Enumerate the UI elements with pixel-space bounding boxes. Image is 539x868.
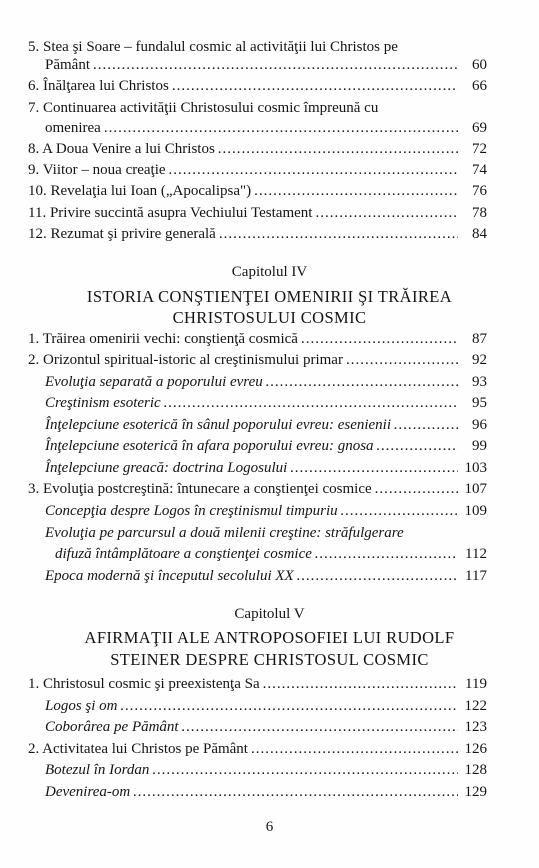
toc-subentry bbox=[45, 718, 487, 736]
toc-page-number: 87 bbox=[472, 331, 487, 347]
toc-page-number: 84 bbox=[472, 226, 487, 242]
toc-entry-text: Devenirea-om bbox=[45, 784, 131, 800]
toc-subentry bbox=[45, 437, 487, 455]
dot-leader bbox=[263, 675, 458, 693]
toc-page-number: 112 bbox=[465, 546, 487, 562]
dot-leader bbox=[254, 182, 458, 200]
toc-entry-text: 5. Stea şi Soare – fundalul cosmic al activităţii lui Christos pe bbox=[28, 39, 398, 55]
dot-leader bbox=[219, 225, 458, 243]
dot-leader bbox=[377, 437, 458, 455]
toc-page-number: 66 bbox=[472, 78, 487, 94]
toc-page-number: 74 bbox=[472, 162, 487, 178]
toc-subentry-line2 bbox=[55, 545, 487, 563]
toc-entry-5-line1 bbox=[28, 38, 487, 56]
toc-entry-12 bbox=[28, 225, 487, 243]
dot-leader bbox=[266, 373, 458, 391]
toc-entry-text: 2. Orizontul spiritual-istoric al creştinismului primar bbox=[28, 352, 343, 368]
toc-entry bbox=[28, 675, 487, 693]
toc-page-number: 123 bbox=[464, 719, 487, 735]
dot-leader bbox=[93, 56, 458, 74]
toc-page-number: 126 bbox=[464, 741, 487, 757]
dot-leader bbox=[346, 351, 458, 369]
toc-subentry bbox=[45, 567, 487, 585]
toc-subentry bbox=[45, 394, 487, 412]
dot-leader bbox=[172, 77, 458, 95]
toc-subentry bbox=[45, 373, 487, 391]
dot-leader bbox=[104, 119, 458, 137]
toc-entry-8 bbox=[28, 140, 487, 158]
toc-entry-text: 6. Înălţarea lui Christos bbox=[28, 78, 169, 94]
dot-leader bbox=[182, 718, 458, 736]
toc-subentry-line1 bbox=[45, 524, 487, 542]
toc-page-number: 76 bbox=[472, 183, 487, 199]
toc-page-number: 78 bbox=[472, 205, 487, 221]
toc-page-number: 109 bbox=[464, 503, 487, 519]
dot-leader bbox=[164, 394, 458, 412]
toc-entry-text: 10. Revelaţia lui Ioan („Apocalipsa") bbox=[28, 183, 252, 199]
toc-page-number: 60 bbox=[472, 57, 487, 73]
toc-page-number: 128 bbox=[464, 762, 487, 778]
toc-entry-text: 7. Continuarea activităţii Christosului cosmic împreună cu bbox=[28, 100, 379, 116]
toc-entry-text: Pământ bbox=[45, 57, 90, 73]
toc-page-number: 103 bbox=[464, 460, 487, 476]
toc-page-number: 107 bbox=[464, 481, 487, 497]
toc-entry-text: Înţelepciune esoterică în afara poporului evreu: gnosa bbox=[45, 438, 374, 454]
toc-page-number: 99 bbox=[472, 438, 487, 454]
toc-entry-text: 11. Privire succintă asupra Vechiului Testament bbox=[28, 205, 313, 221]
toc-subentry bbox=[45, 697, 487, 715]
toc-entry-text: omenirea bbox=[45, 120, 101, 136]
toc-entry-text: Înţelepciune esoterică în sânul poporului evreu: esenienii bbox=[45, 417, 392, 433]
chapter-label: Capitolul V bbox=[234, 606, 305, 622]
chapter-label: Capitolul IV bbox=[231, 264, 308, 280]
toc-entry-text: 8. A Doua Venire a lui Christos bbox=[28, 141, 215, 157]
dot-leader bbox=[218, 140, 458, 158]
toc-subentry bbox=[45, 502, 487, 520]
dot-leader bbox=[290, 459, 458, 477]
toc-entry-text: difuză întâmplătoare a conştienţei cosmice bbox=[55, 546, 312, 562]
toc-entry-text: 3. Evoluţia postcreştină: întunecare a conştienţei cosmice bbox=[28, 481, 372, 497]
dot-leader bbox=[297, 567, 458, 585]
toc-entry-text: Evoluţia separată a poporului evreu bbox=[45, 374, 263, 390]
page-number: 6 bbox=[265, 819, 274, 835]
toc-entry-text: 2. Activitatea lui Christos pe Pământ bbox=[28, 741, 248, 757]
toc-entry-text: Înţelepciune greacă: doctrina Logosului bbox=[45, 460, 288, 476]
toc-entry bbox=[28, 480, 487, 498]
toc-page-number: 69 bbox=[472, 120, 487, 136]
toc-entry bbox=[28, 351, 487, 369]
toc-entry-text: Creştinism esoteric bbox=[45, 395, 161, 411]
toc-subentry bbox=[45, 459, 487, 477]
toc-entry-text: 1. Christosul cosmic şi preexistenţa Sa bbox=[28, 676, 260, 692]
toc-subentry bbox=[45, 761, 487, 779]
toc-entry-6 bbox=[28, 77, 487, 95]
toc-entry-text: 9. Viitor – noua creaţie bbox=[28, 162, 166, 178]
toc-entry-text: Coborârea pe Pământ bbox=[45, 719, 179, 735]
toc-entry-9 bbox=[28, 161, 487, 179]
toc-entry-text: Concepţia despre Logos în creştinismul timpuriu bbox=[45, 503, 338, 519]
toc-page-number: 95 bbox=[472, 395, 487, 411]
chapter-title-line1: AFIRMAŢII ALE ANTROPOSOFIEI LUI RUDOLF bbox=[84, 628, 455, 647]
toc-entry-7-line2 bbox=[45, 119, 487, 137]
toc-entry-10 bbox=[28, 182, 487, 200]
toc-page-number: 96 bbox=[472, 417, 487, 433]
toc-entry-text: Botezul în Iordan bbox=[45, 762, 150, 778]
toc-entry-text: Logos şi om bbox=[45, 698, 118, 714]
dot-leader bbox=[315, 204, 458, 222]
toc-page-number: 93 bbox=[472, 374, 487, 390]
dot-leader bbox=[133, 783, 458, 801]
toc-page-number: 117 bbox=[465, 568, 487, 584]
toc-subentry bbox=[45, 416, 487, 434]
toc-entry-7-line1 bbox=[28, 99, 487, 117]
dot-leader bbox=[315, 545, 458, 563]
dot-leader bbox=[169, 161, 458, 179]
toc-entry-text: 1. Trăirea omenirii vechi: conştienţă cosmică bbox=[28, 331, 298, 347]
dot-leader bbox=[251, 740, 458, 758]
toc-entry bbox=[28, 740, 487, 758]
toc-page-number: 119 bbox=[465, 676, 487, 692]
dot-leader bbox=[301, 330, 458, 348]
dot-leader bbox=[152, 761, 458, 779]
chapter-title-line1: ISTORIA CONŞTIENŢEI OMENIRII ŞI TRĂIREA bbox=[86, 287, 453, 306]
toc-entry-text: Evoluţia pe parcursul a două milenii creştine: străfulgerare bbox=[45, 525, 404, 541]
chapter-title-line2: CHRISTOSULUI COSMIC bbox=[172, 308, 367, 327]
toc-entry-5-line2 bbox=[45, 56, 487, 74]
dot-leader bbox=[375, 480, 458, 498]
dot-leader bbox=[121, 697, 458, 715]
toc-entry-text: 12. Rezumat şi privire generală bbox=[28, 226, 216, 242]
chapter-title-line2: STEINER DESPRE CHRISTOSUL COSMIC bbox=[110, 650, 429, 669]
toc-entry-11 bbox=[28, 204, 487, 222]
dot-leader bbox=[394, 416, 458, 434]
toc-page-number: 72 bbox=[472, 141, 487, 157]
toc-page-number: 129 bbox=[464, 784, 487, 800]
dot-leader bbox=[341, 502, 458, 520]
toc-subentry bbox=[45, 783, 487, 801]
toc-entry bbox=[28, 330, 487, 348]
toc-page-number: 92 bbox=[472, 352, 487, 368]
toc-entry-text: Epoca modernă şi începutul secolului XX bbox=[45, 568, 294, 584]
toc-page-number: 122 bbox=[464, 698, 487, 714]
